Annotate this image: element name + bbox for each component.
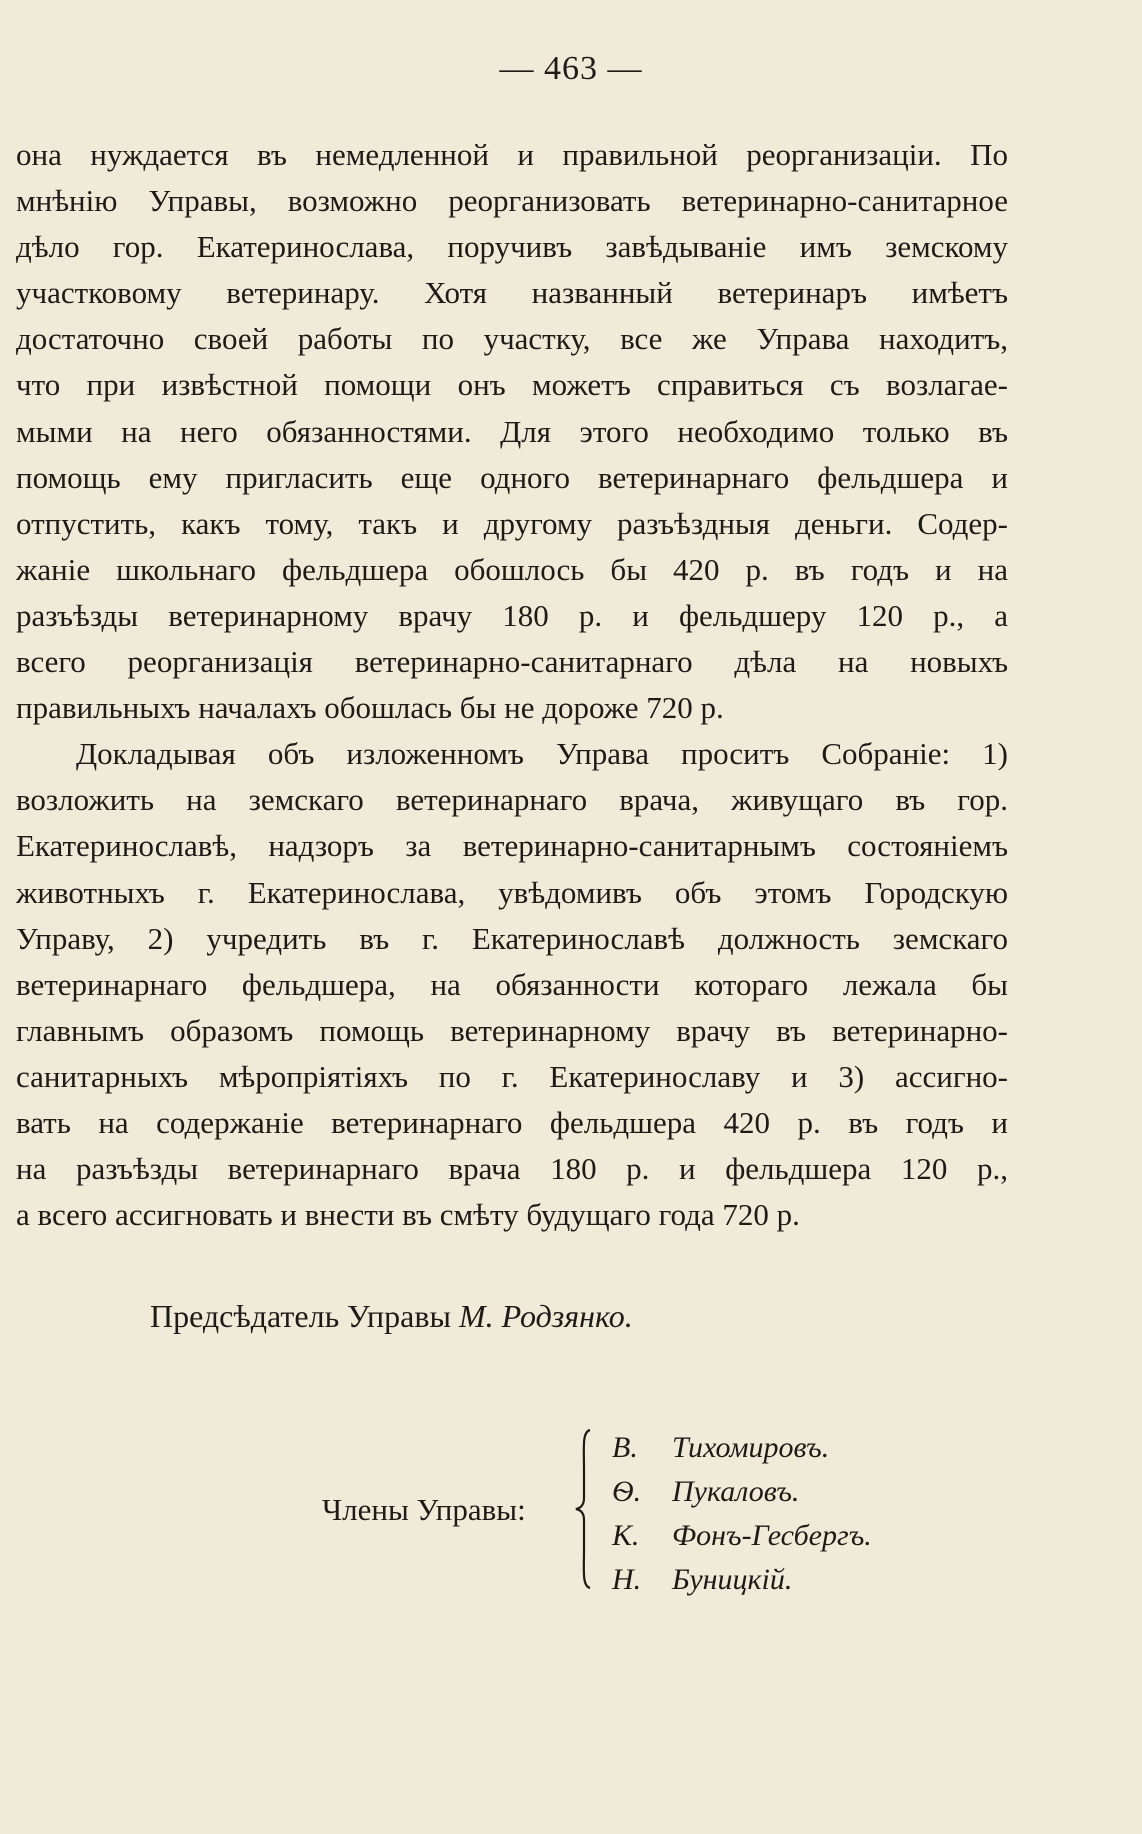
text-line: ветеринарнаго фельдшера, на обязанности котораго лежала бы xyxy=(16,966,1008,1002)
text-line: участковому ветеринару. Хотя названный ветеринаръ имѣетъ xyxy=(16,275,1008,311)
text-line: на разъѣзды ветеринарнаго врача 180 р. и фельдшера 120 р., xyxy=(16,1151,1008,1187)
text-line: что при извѣстной помощи онъ можетъ справиться съ возлагае- xyxy=(16,367,1008,403)
text-line: Управу, 2) учредить въ г. Екатеринославѣ должность земскаго xyxy=(16,920,1008,956)
text-line: а всего ассигновать и внести въ смѣту будущаго года 720 р. xyxy=(16,1197,800,1233)
member-surname: Буницкій. xyxy=(672,1563,793,1596)
member-entry xyxy=(612,1426,872,1470)
member-surname: Тихомировъ. xyxy=(672,1431,830,1464)
text-line: мыми на него обязанностями. Для этого необходимо только въ xyxy=(16,413,1008,449)
curly-brace-icon xyxy=(574,1428,594,1590)
text-line: жаніе школьнаго фельдшера обошлось бы 420 р. въ годъ и на xyxy=(16,551,1008,587)
text-line: дѣло гор. Екатеринослава, поручивъ завѣдываніе имъ земскому xyxy=(16,229,1008,265)
members-list xyxy=(612,1426,872,1602)
chairman-label: Предсѣдатель Управы xyxy=(150,1298,451,1334)
chairman-signature xyxy=(150,1298,633,1335)
member-entry xyxy=(612,1470,872,1514)
body-text xyxy=(16,132,1008,1238)
text-line: всего реорганизація ветеринарно-санитарнаго дѣла на новыхъ xyxy=(16,644,1008,680)
text-line: главнымъ образомъ помощь ветеринарному врачу въ ветеринарно- xyxy=(16,1012,1008,1048)
text-line: правильныхъ началахъ обошлась бы не дороже 720 р. xyxy=(16,690,724,726)
chairman-name: М. Родзянко. xyxy=(458,1298,633,1334)
member-entry xyxy=(612,1558,872,1602)
text-line: разъѣзды ветеринарному врачу 180 р. и фельдшеру 120 р., а xyxy=(16,597,1008,633)
text-line: помощь ему пригласить еще одного ветеринарнаго фельдшера и xyxy=(16,459,1008,495)
text-line: возложить на земскаго ветеринарнаго врача, живущаго въ гор. xyxy=(16,782,1008,818)
member-entry xyxy=(612,1514,872,1558)
text-line: достаточно своей работы по участку, все же Управа находитъ, xyxy=(16,321,1008,357)
members-label: Члены Управы: xyxy=(322,1492,526,1527)
text-line: Докладывая объ изложенномъ Управа проситъ Собраніе: 1) xyxy=(76,736,1008,772)
text-line: Екатеринославѣ, надзоръ за ветеринарно-санитарнымъ состояніемъ xyxy=(16,828,1008,864)
text-line: отпустить, какъ тому, такъ и другому разъѣздныя деньги. Содер- xyxy=(16,505,1008,541)
member-surname: Пукаловъ. xyxy=(672,1475,800,1508)
paragraph-1 xyxy=(16,132,1008,731)
member-initial: Н. xyxy=(612,1563,642,1596)
text-line: мнѣнію Управы, возможно реорганизовать ветеринарно-санитарное xyxy=(16,183,1008,219)
member-surname: Фонъ-Гесбергъ. xyxy=(672,1519,872,1552)
member-initial: К. xyxy=(612,1519,640,1552)
text-line: вать на содержаніе ветеринарнаго фельдшера 420 р. въ годъ и xyxy=(16,1104,1008,1140)
member-initial: Ѳ. xyxy=(612,1475,642,1508)
page-number: — 463 — xyxy=(499,50,643,87)
member-initial: В. xyxy=(612,1431,638,1464)
text-line: она нуждается въ немедленной и правильной реорганизаціи. По xyxy=(16,137,1008,172)
text-line: санитарныхъ мѣропріятіяхъ по г. Екатеринославу и 3) ассигно- xyxy=(16,1058,1008,1094)
paragraph-2 xyxy=(16,731,1008,1238)
text-line: животныхъ г. Екатеринослава, увѣдомивъ объ этомъ Городскую xyxy=(16,874,1008,910)
